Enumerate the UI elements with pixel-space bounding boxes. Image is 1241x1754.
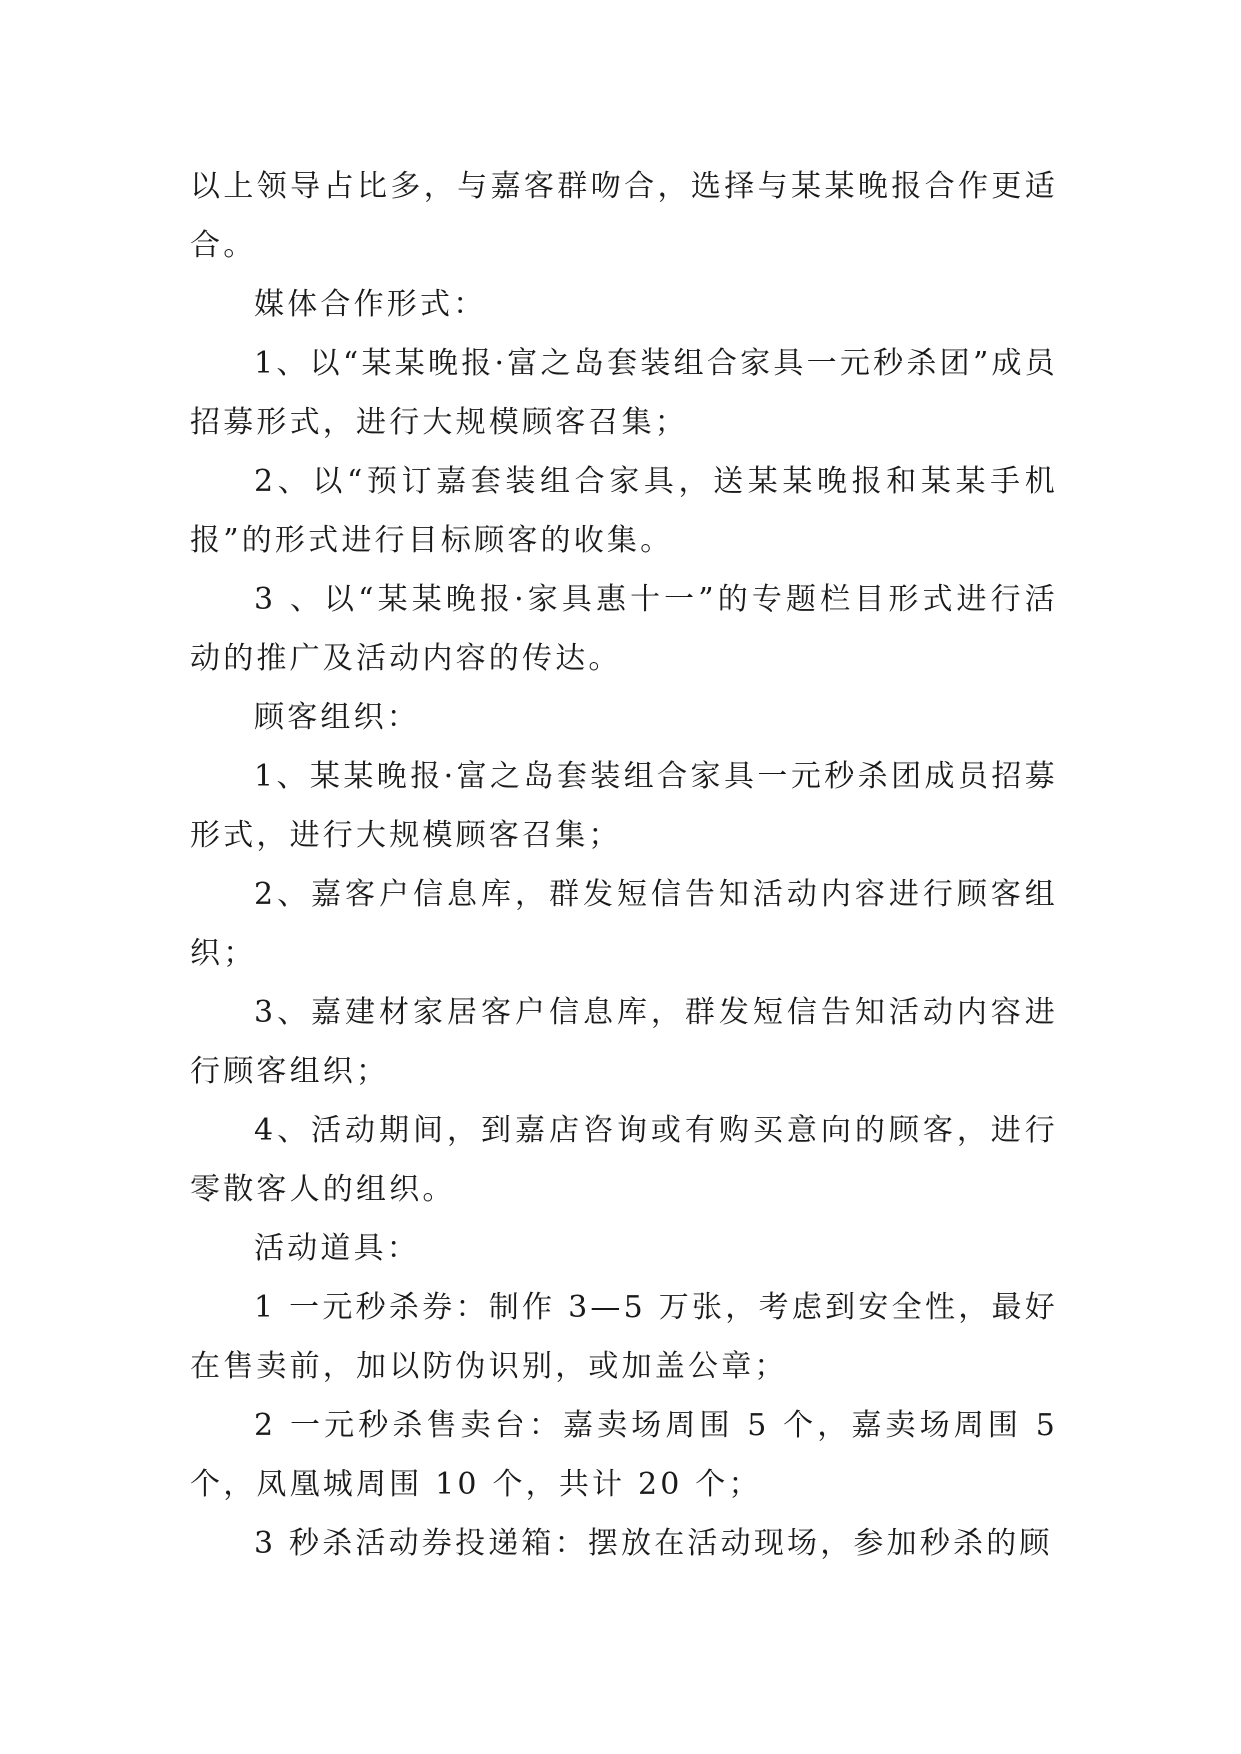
document-body (190, 157, 1058, 1573)
paragraph-5: 3 、以“某某晚报·家具惠十一”的专题栏目形式进行活动的推广及活动内容的传达。 (190, 582, 1058, 676)
paragraph-8: 2、嘉客户信息库，群发短信告知活动内容进行顾客组织； (190, 877, 1058, 971)
paragraph-2-heading: 媒体合作形式： (254, 287, 487, 322)
paragraph-6-heading: 顾客组织： (254, 700, 420, 735)
paragraph-14: 3 秒杀活动券投递箱：摆放在活动现场，参加秒杀的顾 (254, 1526, 1053, 1561)
paragraph-12: 1 一元秒杀券：制作 3—5 万张，考虑到安全性，最好在售卖前，加以防伪识别，或加盖公章； (190, 1290, 1058, 1384)
paragraph-10: 4、活动期间，到嘉店咨询或有购买意向的顾客，进行零散客人的组织。 (190, 1113, 1058, 1207)
paragraph-7: 1、某某晚报·富之岛套装组合家具一元秒杀团成员招募形式，进行大规模顾客召集； (190, 759, 1058, 853)
paragraph-13: 2 一元秒杀售卖台：嘉卖场周围 5 个，嘉卖场周围 5 个，凤凰城周围 10 个，共计 20 个； (190, 1408, 1058, 1502)
paragraph-3: 1、以“某某晚报·富之岛套装组合家具一元秒杀团”成员招募形式，进行大规模顾客召集； (190, 346, 1058, 440)
paragraph-4: 2、以“预订嘉套装组合家具，送某某晚报和某某手机报”的形式进行目标顾客的收集。 (190, 464, 1058, 558)
paragraph-11-heading: 活动道具： (254, 1231, 420, 1266)
paragraph-9: 3、嘉建材家居客户信息库，群发短信告知活动内容进行顾客组织； (190, 995, 1058, 1089)
paragraph-1: 以上领导占比多，与嘉客群吻合，选择与某某晚报合作更适合。 (190, 169, 1058, 263)
